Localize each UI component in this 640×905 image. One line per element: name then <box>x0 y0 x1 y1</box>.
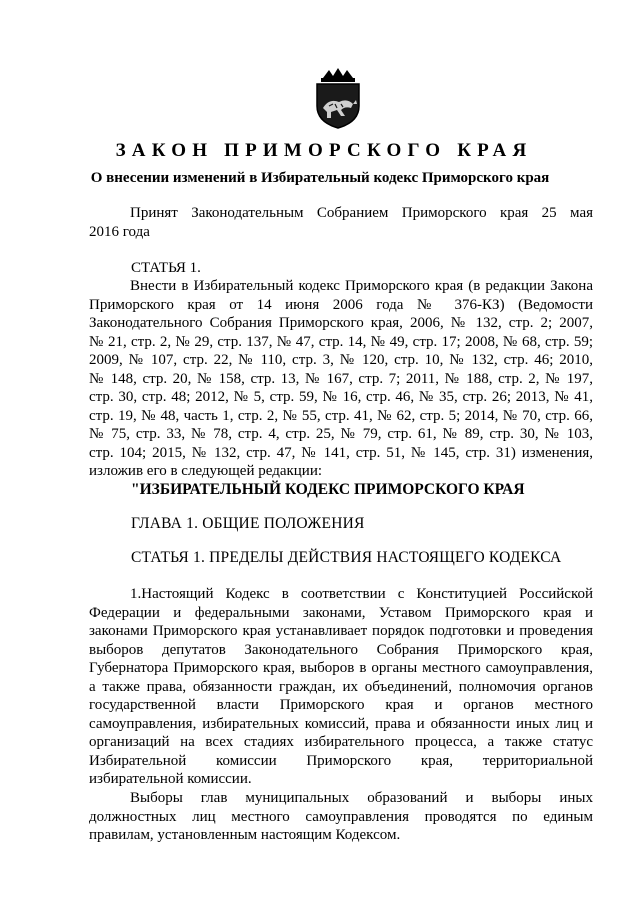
law-subtitle: О внесении изменений в Избирательный кодекс Приморского края <box>90 170 550 186</box>
text-line: Губернатора Приморского края, выборов в органы местного самоуправления, <box>89 660 593 676</box>
text-line: № 75, стр. 33, № 78, стр. 4, стр. 25, № 79, стр. 61, № 89, стр. 30, № 103, <box>89 426 593 442</box>
adoption-line: Принят Законодательным Собранием Приморского края 25 мая <box>130 205 593 221</box>
adoption-line: 2016 года <box>89 223 150 240</box>
adoption-note <box>89 204 593 241</box>
text-line: законами Приморского края устанавливает порядок подготовки и проведения <box>89 623 593 639</box>
text-line: государственной власти Приморского края и органов местного <box>89 697 593 713</box>
law-title: ЗАКОН ПРИМОРСКОГО КРАЯ <box>115 140 533 161</box>
text-line: должностных лиц местного самоуправления проводятся по единым <box>89 808 593 825</box>
text-line: стр. 30, стр. 48; 2012, № 5, стр. 59, № 16, стр. 46, № 35, стр. 26; 2013, № 41, <box>89 389 593 405</box>
article-1-text <box>89 277 593 481</box>
text-line: выборов депутатов Законодательного Собрания Приморского края, <box>89 641 593 658</box>
text-line: 1.Настоящий Кодекс в соответствии с Конституцией Российской <box>130 586 593 602</box>
text-line: Внести в Избирательный кодекс Приморского края (в редакции Закона <box>130 278 593 294</box>
article-heading: СТАТЬЯ 1. ПРЕДЕЛЫ ДЕЙСТВИЯ НАСТОЯЩЕГО КОДЕКСА <box>131 549 562 566</box>
text-line: самоуправления, избирательных комиссий, права и обязанности иных лиц и <box>89 715 593 732</box>
text-line: правилам, установленным настоящим Кодексом. <box>89 827 401 843</box>
text-line: Законодательного Собрания Приморского края, 2006, № 132, стр. 2; 2007, <box>89 315 593 331</box>
text-line: 2009, № 107, стр. 22, № 110, стр. 3, № 120, стр. 10, № 132, стр. 46; 2010, <box>89 352 593 368</box>
text-line: № 21, стр. 2, № 29, стр. 137, № 47, стр. 14, № 49, стр. 17; 2008, № 68, стр. 59; <box>89 333 593 350</box>
text-line: организаций на всех стадиях избирательного процесса, а также статус <box>89 734 593 750</box>
primorsky-coat-of-arms-icon <box>309 68 367 130</box>
text-line: № 148, стр. 20, № 158, стр. 13, № 167, стр. 7; 2011, № 188, стр. 2, № 197, <box>89 370 593 387</box>
text-line: избирательной комиссии. <box>89 771 252 787</box>
article-1-label: СТАТЬЯ 1. <box>131 260 201 276</box>
text-line: Избирательной комиссии Приморского края, территориальной <box>89 752 593 769</box>
text-line: стр. 19, № 48, часть 1, стр. 2, № 55, стр. 41, № 62, стр. 5; 2014, № 70, стр. 66, <box>89 407 593 424</box>
code-title: "ИЗБИРАТЕЛЬНЫЙ КОДЕКС ПРИМОРСКОГО КРАЯ <box>131 481 525 498</box>
chapter-heading: ГЛАВА 1. ОБЩИЕ ПОЛОЖЕНИЯ <box>131 515 365 532</box>
text-line: Федерации и федеральными законами, Уставом Приморского края и <box>89 604 593 621</box>
text-line: изложив его в следующей редакции: <box>89 463 323 479</box>
text-line: стр. 104; 2015, № 132, стр. 47, № 141, стр. 51, № 145, стр. 31) изменения, <box>89 444 593 461</box>
paragraph-1 <box>89 585 593 789</box>
text-line: Выборы глав муниципальных образований и выборы иных <box>130 790 593 806</box>
paragraph-2 <box>89 789 593 845</box>
text-line: Приморского края от 14 июня 2006 года № 376-КЗ) (Ведомости <box>89 296 593 313</box>
text-line: а также права, обязанности граждан, их объединений, полномочия органов <box>89 678 593 695</box>
